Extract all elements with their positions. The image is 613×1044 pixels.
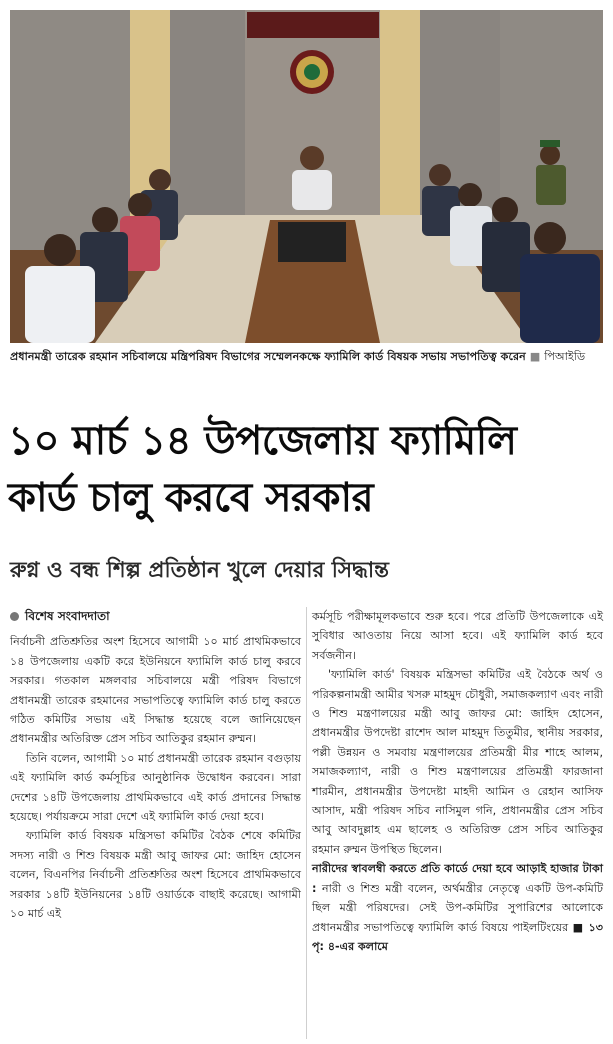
paragraph: নির্বাচনী প্রতিশ্রুতির অংশ হিসেবে আগামী ১০ মার্চ প্রাথমিকভাবে ১৪ উপজেলায় একটি করে ইউনিয়নে ফ্যামিলি কার্ড চালু করবে সরকার। গতকাল মঙ্গলবার সচিবালয়ে মন্ত্রী পরিষদ বিভাগে প্রধানমন্ত্রী তারেক রহমানের সভাপতিত্বে ফ্যামিলি কার্ড চালু করতে গঠিত কমিটির সভায় এই সিদ্ধান্ত হয়েছে বলে জানিয়েছেন প্রধানমন্ত্রীর অতিরিক্ত প্রেস সচিব আতিকুর রহমান রুম্মন। (10, 635, 301, 746)
paragraph: ফ্যামিলি কার্ড বিষয়ক মন্ত্রিসভা কমিটির বৈঠক শেষে কমিটির সদস্য নারী ও শিশু বিষয়ক মন্ত্রী আবু জাফর মো: জাহিদ হোসেন বলেন, বিএনপির নির্বাচনী প্রতিশ্রুতির অংশ হিসেবে প্রাথমিকভাবে সরকার ১৪টি ইউনিয়নের ১৪টি ওয়ার্ডকে বাছাই করেছে। আগামী ১০ মার্চ এই (10, 829, 301, 921)
photo-credit: পিআইডি (544, 350, 586, 363)
paragraph: তিনি বলেন, আগামী ১০ মার্চ প্রধানমন্ত্রী তারেক রহমান বগুড়ায় এই ফ্যামিলি কার্ড কর্মসূচির আনুষ্ঠানিক উদ্বোধন করবেন। সারা দেশের ১৪টি উপজেলায় প্রাথমিকভাবে এই কার্ড প্রদানের সিদ্ধান্ত হয়েছে। পর্যায়ক্রমে সারা দেশে এই ফ্যামিলি কার্ড দেয়া হবে। (10, 751, 301, 824)
paragraph: 'ফ্যামিলি কার্ড' বিষয়ক মন্ত্রিসভা কমিটির এই বৈঠকে অর্থ ও পরিকল্পনামন্ত্রী আমীর খসরু মাহমুদ চৌধুরী, সমাজকল্যাণ এবং নারী ও শিশু মন্ত্রণালয়ের মন্ত্রী আবু জাফর মো: জাহিদ হোসেন, প্রধানমন্ত্রীর উপদেষ্টা রাশেদ আল মাহমুদ তিতুমীর, স্থানীয় সরকার, পল্লী উন্নয়ন ও সমবায় মন্ত্রণালয়ের প্রতিমন্ত্রী মীর শাহে আলম, সমাজকল্যাণ, নারী ও শিশু মন্ত্রণালয়ের প্রতিমন্ত্রী ফারজানা শারমীন, প্রধানমন্ত্রীর উপদেষ্টা মাহদী আমিন ও রেহান আসিফ আসাদ, মন্ত্রী পরিষদ সচিব নাসিমুল গনি, প্রধানমন্ত্রীর প্রেস সচিব আবু আবদুল্লাহ এম ছালেহ ও অতিরিক্ত প্রেস সচিব আতিকুর রহমান রুম্মন উপস্থিত ছিলেন। (312, 668, 603, 856)
paragraph: কর্মসূচি পরীক্ষামূলকভাবে শুরু হবে। পরে প্রতিটি উপজেলাকে এই সুবিধার আওতায় নিয়ে আসা হবে। এই ফ্যামিলি কার্ড হবে সর্বজনীন। (312, 610, 603, 662)
photo-caption (10, 348, 603, 365)
headline-line-1: ১০ মার্চ ১৪ উপজেলায় ফ্যামিলি (8, 417, 517, 464)
caption-text: প্রধানমন্ত্রী তারেক রহমান সচিবালয়ে মন্ত্রিপরিষদ বিভাগের সম্মেলনকক্ষে ফ্যামিলি কার্ড বিষয়ক সভায় সভাপতিত্ব করেন (10, 350, 526, 363)
caption-separator: ■ (529, 350, 541, 363)
continued-on-link[interactable]: ■ ১৩ পৃ: ৪-এর কলামে (312, 920, 603, 953)
article-column-right (312, 607, 603, 956)
subheadline: রুগ্ন ও বন্ধ শিল্প প্রতিষ্ঠান খুলে দেয়ার সিদ্ধান্ত (10, 558, 389, 583)
paragraph-with-subheading (312, 859, 603, 956)
section-subheading: নারীদের স্বাবলম্বী করতে প্রতি কার্ডে দেয়া হবে আড়াই হাজার টাকা : (312, 862, 603, 895)
headline (8, 412, 605, 526)
byline-text: বিশেষ সংবাদদাতা (25, 609, 110, 623)
bullet-icon (10, 612, 19, 621)
column-divider (306, 607, 307, 1039)
article-column-left (10, 607, 301, 924)
byline (10, 607, 301, 626)
paragraph-text: নারী ও শিশু মন্ত্রী বলেন, অর্থমন্ত্রীর নেতৃত্বে একটি উপ-কমিটি ছিল মন্ত্রী পরিষদের। সেই উপ-কমিটির সুপারিশের আলোকে প্রধানমন্ত্রীর সভাপতিত্বে ফ্যামিলি কার্ড বিষয়ে পাইলটিংয়ের (312, 881, 604, 934)
meeting-photo (10, 10, 603, 343)
headline-line-2: কার্ড চালু করবে সরকার (8, 474, 374, 521)
